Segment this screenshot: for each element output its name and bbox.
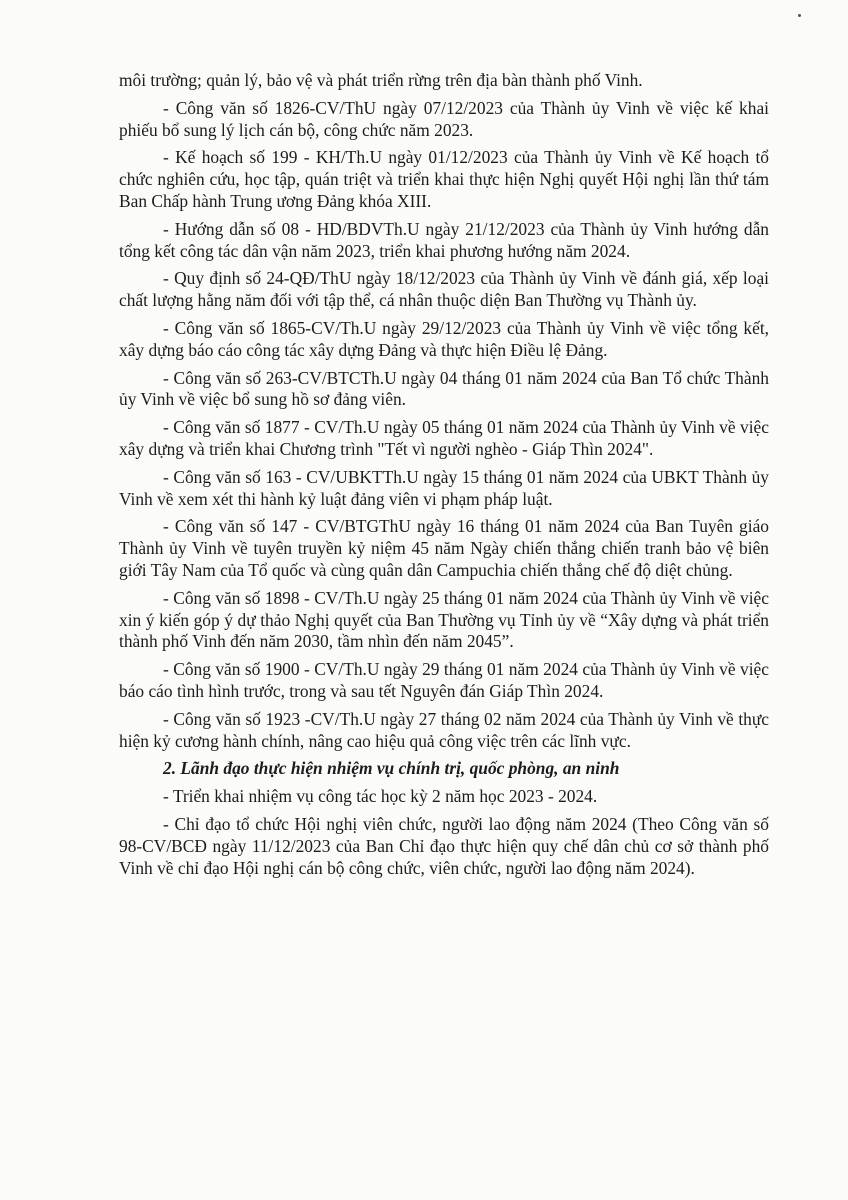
paragraph-cv-147: - Công văn số 147 - CV/BTGThU ngày 16 tháng 01 năm 2024 của Ban Tuyên giáo Thành ủy Vinh về tuyên truyền kỷ niệm 45 năm Ngày chiến thắng chiến tranh bảo vệ biên giới Tây Nam của Tổ quốc và cùng quân dân Campuchia chiến thắng chế độ diệt chủng. <box>119 516 769 580</box>
paragraph-cv-1923: - Công văn số 1923 -CV/Th.U ngày 27 tháng 02 năm 2024 của Thành ủy Vinh về thực hiện kỷ cương hành chính, nâng cao hiệu quả công việc trên các lĩnh vực. <box>119 708 769 751</box>
paragraph-cv-1826: - Công văn số 1826-CV/ThU ngày 07/12/2023 của Thành ủy Vinh về việc kế khai phiếu bổ sung lý lịch cán bộ, công chức năm 2023. <box>119 97 769 140</box>
paragraph-hd-08: - Hướng dẫn số 08 - HD/BDVTh.U ngày 21/12/2023 của Thành ủy Vinh hướng dẫn tổng kết công tác dân vận năm 2023, triển khai phương hướng năm 2024. <box>119 218 769 261</box>
paragraph-cv-263: - Công văn số 263-CV/BTCTh.U ngày 04 tháng 01 năm 2024 của Ban Tổ chức Thành ủy Vinh về việc bổ sung hồ sơ đảng viên. <box>119 367 769 410</box>
paragraph-continuation: môi trường; quản lý, bảo vệ và phát triển rừng trên địa bàn thành phố Vinh. <box>119 70 643 90</box>
paragraph-cv-1900: - Công văn số 1900 - CV/Th.U ngày 29 tháng 01 năm 2024 của Thành ủy Vinh về việc báo cáo tình hình trước, trong và sau tết Nguyên đán Giáp Thìn 2024. <box>119 659 769 701</box>
paragraph-cv-163: - Công văn số 163 - CV/UBKTTh.U ngày 15 tháng 01 năm 2024 của UBKT Thành ủy Vinh về xem xét thi hành kỷ luật đảng viên vi phạm pháp luật. <box>119 466 769 509</box>
paragraph-cv-1877: - Công văn số 1877 - CV/Th.U ngày 05 tháng 01 năm 2024 của Thành ủy Vinh về việc xây dựng và triển khai Chương trình "Tết vì người nghèo - Giáp Thìn 2024". <box>119 417 769 459</box>
scan-speck <box>798 14 801 17</box>
paragraph-cv-1898: - Công văn số 1898 - CV/Th.U ngày 25 tháng 01 năm 2024 của Thành ủy Vinh về việc xin ý kiến góp ý dự thảo Nghị quyết của Ban Thường vụ Tỉnh ủy về “Xây dựng và phát triển thành phố Vinh đến năm 2030, tầm nhìn đến năm 2045”. <box>119 587 769 652</box>
section-heading: 2. Lãnh đạo thực hiện nhiệm vụ chính trị, quốc phòng, an ninh <box>163 758 620 779</box>
paragraph-qd-24: - Quy định số 24-QĐ/ThU ngày 18/12/2023 của Thành ủy Vinh về đánh giá, xếp loại chất lượng hằng năm đối với tập thể, cá nhân thuộc diện Ban Thường vụ Thành ủy. <box>119 268 769 311</box>
paragraph-kh-199: - Kế hoạch số 199 - KH/Th.U ngày 01/12/2023 của Thành ủy Vinh về Kế hoạch tổ chức nghiên cứu, học tập, quán triệt và triển khai thực hiện Nghị quyết Hội nghị lần thứ tám Ban Chấp hành Trung ương Đảng khóa XIII. <box>119 147 769 211</box>
document-body <box>119 70 769 885</box>
paragraph-hoc-ky-2: - Triển khai nhiệm vụ công tác học kỳ 2 năm học 2023 - 2024. <box>163 786 598 807</box>
paragraph-cv-1865: - Công văn số 1865-CV/Th.U ngày 29/12/2023 của Thành ủy Vinh về việc tổng kết, xây dựng báo cáo công tác xây dựng Đảng và thực hiện Điều lệ Đảng. <box>119 317 769 360</box>
paragraph-hoi-nghi-vien-chuc: - Chỉ đạo tổ chức Hội nghị viên chức, người lao động năm 2024 (Theo Công văn số 98-CV/BCĐ ngày 11/12/2023 của Ban Chỉ đạo thực hiện quy chế dân chủ cơ sở thành phố Vinh về chỉ đạo Hội nghị cán bộ công chức, viên chức, người lao động năm 2024). <box>119 813 769 878</box>
